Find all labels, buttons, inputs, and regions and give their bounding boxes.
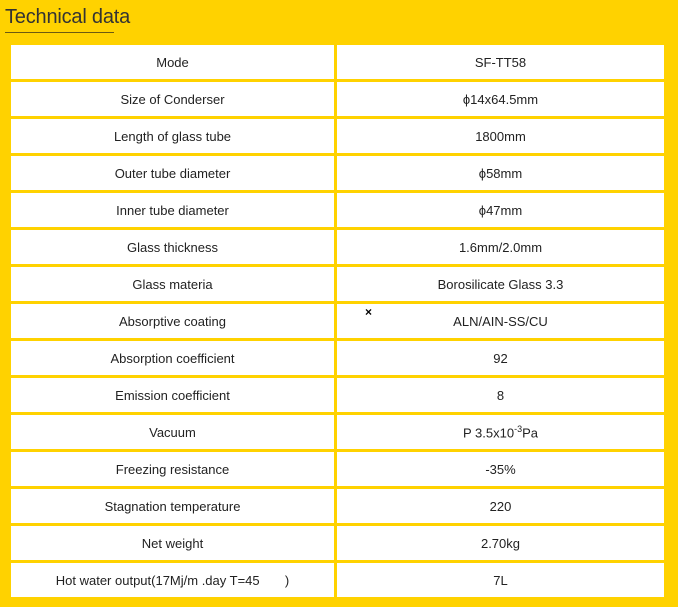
table-row: [11, 563, 664, 597]
table-row: [11, 378, 664, 412]
row-value: 92: [337, 341, 664, 375]
vacuum-exponent: -3: [514, 423, 523, 434]
table-row: [11, 193, 664, 227]
row-value: 1800mm: [337, 119, 664, 153]
row-label: Absorption coefficient: [11, 341, 334, 375]
table-row: [11, 304, 664, 338]
row-label: Vacuum: [11, 415, 334, 449]
row-label: Inner tube diameter: [11, 193, 334, 227]
row-label: Hot water output(17Mj/m .day T=45 ): [11, 563, 334, 597]
row-label: Net weight: [11, 526, 334, 560]
row-label: Emission coefficient: [11, 378, 334, 412]
table-row: [11, 82, 664, 116]
table-row: [11, 267, 664, 301]
technical-data-table: [8, 42, 667, 600]
table-row: [11, 526, 664, 560]
row-value: 8: [337, 378, 664, 412]
row-label: Length of glass tube: [11, 119, 334, 153]
row-label: Mode: [11, 45, 334, 79]
table-row: [11, 156, 664, 190]
row-value-text: ALN/AIN-SS/CU: [453, 313, 548, 329]
vacuum-unit: Pa: [522, 425, 538, 441]
row-value: 220: [337, 489, 664, 523]
table-row: [11, 119, 664, 153]
row-value: 1.6mm/2.0mm: [337, 230, 664, 264]
row-value: 7L: [337, 563, 664, 597]
row-label: Stagnation temperature: [11, 489, 334, 523]
section-title: Technical data: [5, 6, 131, 28]
row-value: ϕ14x64.5mm: [337, 82, 664, 116]
row-label: Absorptive coating: [11, 304, 334, 338]
row-value: ϕ47mm: [337, 193, 664, 227]
row-label: Freezing resistance: [11, 452, 334, 486]
vacuum-value-main: P 3.5x10: [462, 425, 515, 441]
table-row: [11, 45, 664, 79]
row-value: -35%: [337, 452, 664, 486]
table-row: [11, 452, 664, 486]
table-row: [11, 230, 664, 264]
row-label: Glass materia: [11, 267, 334, 301]
row-value: ϕ58mm: [337, 156, 664, 190]
table-row: [11, 341, 664, 375]
row-label: Size of Conderser: [11, 82, 334, 116]
title-underline: [5, 32, 114, 33]
row-value: [337, 304, 664, 338]
row-value: 2.70kg: [337, 526, 664, 560]
row-value: [337, 415, 664, 449]
row-label: Glass thickness: [11, 230, 334, 264]
row-value: Borosilicate Glass 3.3: [337, 267, 664, 301]
row-label: Outer tube diameter: [11, 156, 334, 190]
close-x-icon: ×: [365, 305, 373, 319]
table-row: [11, 489, 664, 523]
table-row: [11, 415, 664, 449]
row-value: SF-TT58: [337, 45, 664, 79]
